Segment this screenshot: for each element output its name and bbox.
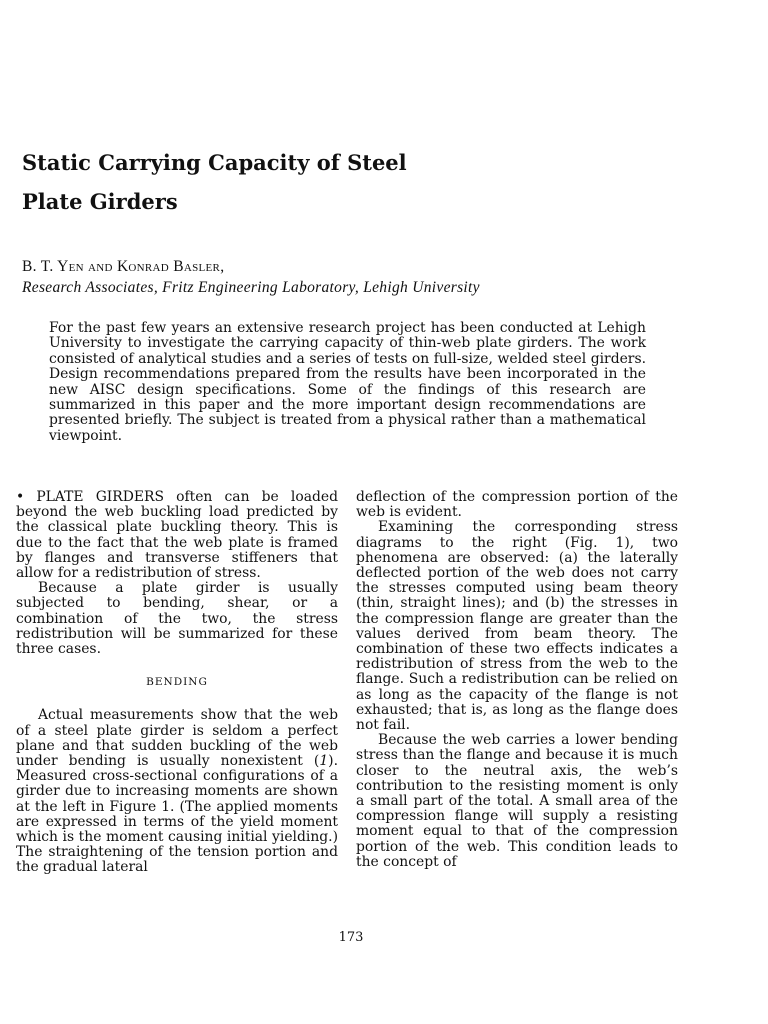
paragraph: • PLATE GIRDERS often can be loaded beyond the web buckling load predicted by the classical plate buckling theory. This is due to the fact that the web plate is framed by flanges and transverse stiffeners that allow for a redistribution of stress. bbox=[16, 489, 338, 582]
paragraph: Because the web carries a lower bending stress than the flange and because it is much closer to the neutral axis, the web’s contribution to the resisting moment is only a small part of the total. A small area of the compression flange will supply a resisting moment equal to that of the compression portion of the web. This condition leads to the concept of bbox=[356, 732, 678, 870]
page-number: 173 bbox=[338, 930, 364, 945]
paragraph: Because a plate girder is usually subjected to bending, shear, or a combination of the two, the stress redistribution will be summarized for these three cases. bbox=[16, 580, 338, 658]
abstract: For the past few years an extensive research project has been conducted at Lehigh University to investigate the carrying capacity of thin-web plate girders. The work consisted of analytical studies and a series of tests on full-size, welded steel girders. Design recommendations prepared from the results have been incorporated in the new AISC design specifications. Some of the findings of this research are summarized in this paper and the more important design recommendations are presented briefly. The subject is treated from a physical rather than a mathematical viewpoint. bbox=[49, 320, 646, 444]
left-column bbox=[16, 490, 338, 876]
paragraph bbox=[16, 708, 338, 875]
title-line-2: Plate Girders bbox=[22, 189, 178, 214]
title-line-1: Static Carrying Capacity of Steel bbox=[22, 150, 407, 175]
paragraph: deflection of the compression portion of the web is evident. bbox=[356, 489, 678, 521]
text-run: ). Measured cross-sectional configurations of a girder due to increasing moments are shown at the left in Figure 1. (The applied moments are expressed in terms of the yield moment which is the moment causing initial yielding.) The straightening of the tension portion and the gradual lateral bbox=[16, 753, 338, 876]
paragraph: Examining the corresponding stress diagrams to the right (Fig. 1), two phenomena are observed: (a) the laterally deflected portion of the web does not carry the stresses computed using beam theory (thin, straight lines); and (b) the stresses in the compression flange are greater than the values derived from beam theory. The combination of these two effects indicates a redistribution of stress from the web to the flange. Such a redistribution can be relied on as long as the capacity of the flange is not exhausted; that is, as long as the flange does not fail. bbox=[356, 519, 678, 734]
paper-title bbox=[22, 143, 582, 221]
section-heading-bending: BENDING bbox=[146, 676, 208, 689]
reference-number: 1 bbox=[319, 753, 329, 770]
text-run: Actual measurements show that the web of a steel plate girder is seldom a perfect plane and that sudden buckling of the web under bending is usually nonexistent ( bbox=[16, 707, 338, 770]
right-column bbox=[356, 490, 678, 870]
author-block bbox=[22, 256, 722, 298]
author-affiliation: Research Associates, Fritz Engineering Laboratory, Lehigh University bbox=[22, 279, 480, 296]
author-names: B. T. Yen and Konrad Basler, bbox=[22, 258, 225, 275]
